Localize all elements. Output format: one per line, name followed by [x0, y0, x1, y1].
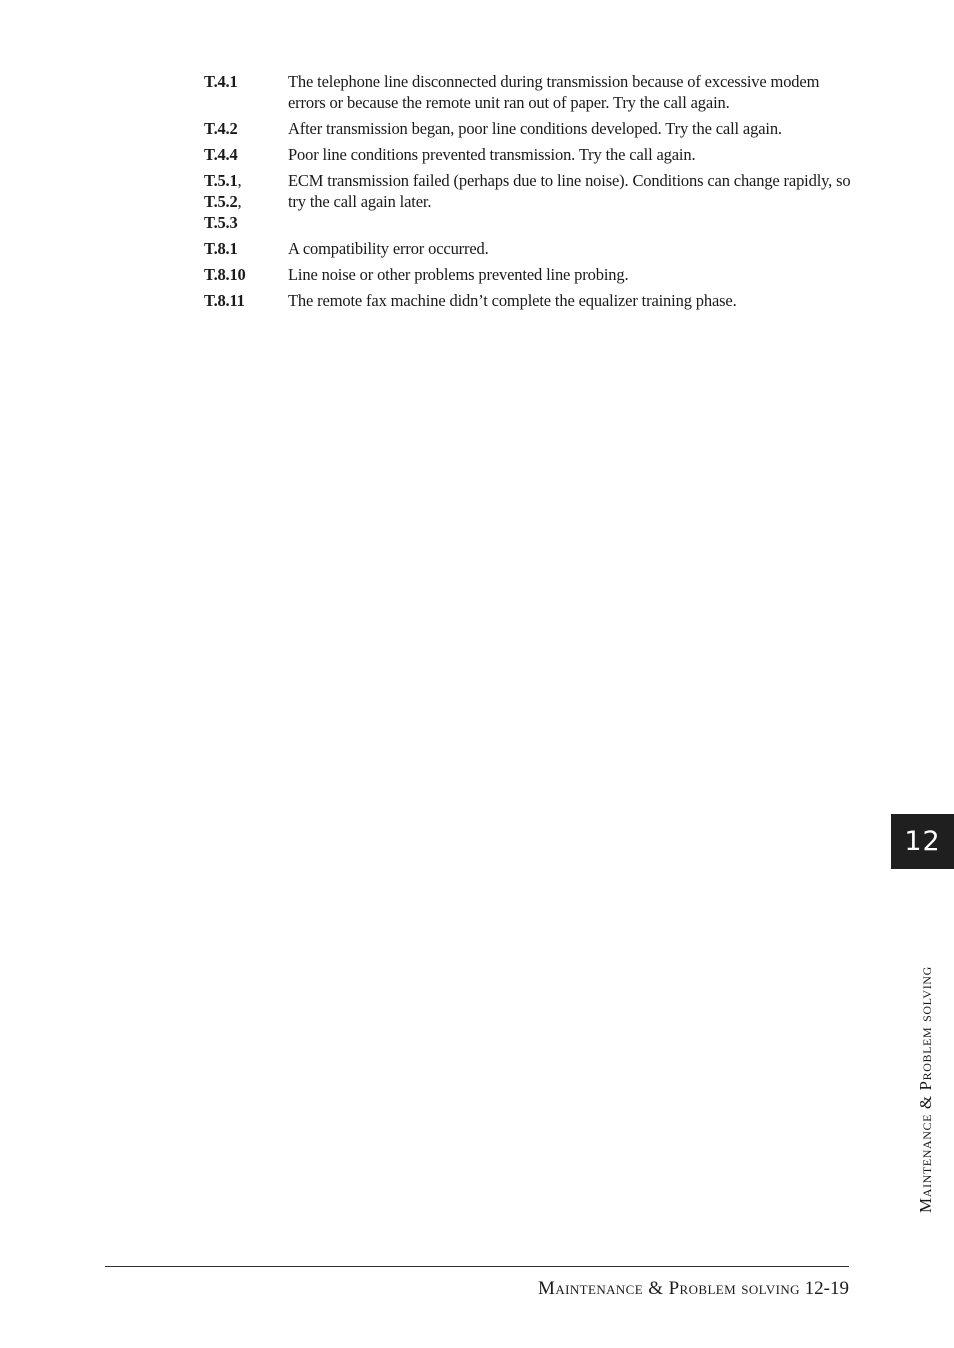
- error-code: [204, 238, 288, 259]
- error-code-label: T.5.2: [204, 192, 238, 211]
- error-code: [204, 118, 288, 139]
- error-code: [204, 71, 288, 92]
- error-description: Line noise or other problems prevented line probing.: [288, 265, 629, 284]
- error-code: [204, 290, 288, 311]
- page-footer: [538, 1278, 849, 1300]
- error-code-label: T.8.11: [204, 291, 245, 310]
- page-number: 12-19: [804, 1278, 849, 1299]
- error-code-label: T.4.4: [204, 145, 238, 164]
- code-row: [204, 264, 854, 285]
- footer-chapter-title: Maintenance & Problem solving: [538, 1278, 800, 1299]
- code-row: [204, 290, 854, 311]
- error-description: The remote fax machine didn’t complete the equalizer training phase.: [288, 291, 737, 310]
- code-row: [204, 144, 854, 165]
- footer-divider: [105, 1266, 849, 1267]
- code-row: [204, 71, 854, 113]
- code-row: [204, 118, 854, 139]
- error-description: ECM transmission failed (perhaps due to line noise). Conditions can change rapidly, so try the call again later.: [288, 171, 851, 211]
- error-code-label: T.5.3: [204, 213, 238, 232]
- error-code-line: T.5.1,: [204, 171, 242, 190]
- error-code-line: [204, 212, 288, 233]
- error-code-label: T.4.2: [204, 119, 238, 138]
- error-code-list: [204, 71, 854, 316]
- chapter-side-label: Maintenance & Problem solving: [916, 966, 935, 1213]
- error-code-label: T.8.10: [204, 265, 246, 284]
- error-code: [204, 144, 288, 165]
- error-code-label: T.8.1: [204, 239, 238, 258]
- error-description: A compatibility error occurred.: [288, 239, 489, 258]
- error-code: [204, 170, 288, 233]
- error-code-line: T.5.2,: [204, 192, 242, 211]
- code-row: [204, 238, 854, 259]
- error-description: After transmission began, poor line conditions developed. Try the call again.: [288, 119, 782, 138]
- error-code-label: T.5.1: [204, 171, 238, 190]
- chapter-tab: 12: [891, 814, 954, 869]
- error-code: [204, 264, 288, 285]
- error-code-label: T.4.1: [204, 72, 238, 91]
- code-row: [204, 170, 854, 233]
- error-description: Poor line conditions prevented transmission. Try the call again.: [288, 145, 696, 164]
- error-description: The telephone line disconnected during transmission because of excessive modem errors or because the remote unit ran out of paper. Try the call again.: [288, 72, 820, 112]
